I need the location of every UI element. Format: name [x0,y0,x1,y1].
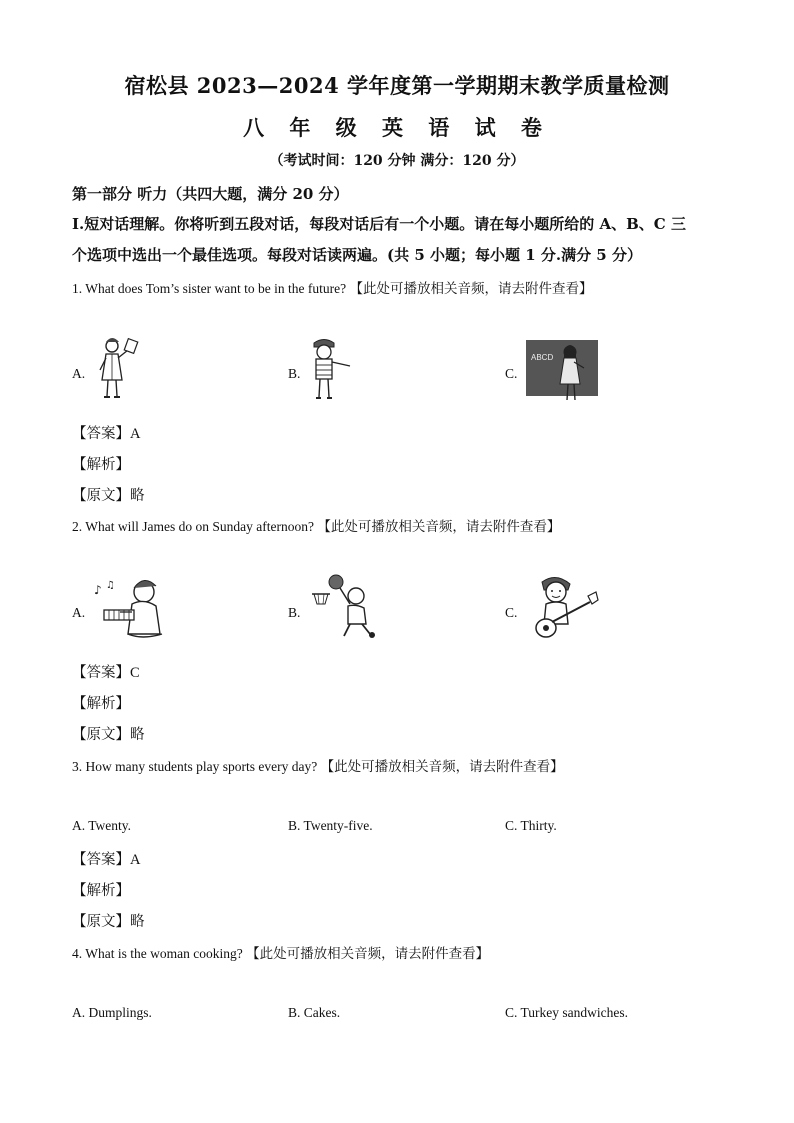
exam-info: （考试时间：120 分钟 满分：120 分） [269,153,525,169]
q1-answer: 【答案】A [72,426,141,442]
q4-option-a: A. Dumplings. [72,1005,152,1020]
question-3: 3. How many students play sports every day? 【此处可播放相关音频，请去附件查看】 [72,759,564,774]
guitar-player-icon [526,574,602,644]
instruction-line1: I.短对话理解。你将听到五段对话，每段对话后有一个小题。请在每小题所给的 A、B、C 三 [72,215,686,233]
q2-answer: 【答案】C [72,665,140,681]
q2-analysis: 【解析】 [72,696,130,712]
svg-text:♪: ♪ [94,583,102,597]
q4-option-b: B. Cakes. [288,1005,341,1020]
exam-subtitle: 八 年 级 英 语 试 卷 [243,115,551,140]
question-2: 2. What will James do on Sunday afternoon? 【此处可播放相关音频，请去附件查看】 [72,519,561,534]
q3-answer: 【答案】A [72,852,141,868]
basketball-player-icon [310,572,386,642]
q1-original: 【原文】略 [72,488,145,504]
q3-analysis: 【解析】 [72,883,130,899]
q2-option-a-label: A. [72,605,86,620]
part1-heading: 第一部分 听力（共四大题，满分 20 分） [72,185,349,203]
instruction-line2: 个选项中选出一个最佳选项。每段对话读两遍。(共 5 小题；每小题 1 分.满分 5 分） [72,246,642,264]
q4-option-c: C. Turkey sandwiches. [505,1005,629,1020]
q3-original: 【原文】略 [72,914,145,930]
q3-option-a: A. Twenty. [72,818,132,833]
q3-option-c: C. Thirty. [505,818,557,833]
blackboard-text: ABCD [531,353,554,362]
question-4: 4. What is the woman cooking? 【此处可播放相关音频，请去附件查看】 [72,946,490,961]
q1-option-a-label: A. [72,366,86,381]
teacher-blackboard-icon [526,338,598,402]
q2-option-b-label: B. [288,605,301,620]
q3-option-b: B. Twenty-five. [288,818,373,833]
boy-pointing-icon [306,337,354,403]
piano-player-icon [92,576,166,642]
doctor-icon [92,336,142,402]
svg-text:♫: ♫ [106,580,115,591]
exam-title: 宿松县 2023—2024 学年度第一学期期末教学质量检测 [124,73,670,98]
q2-original: 【原文】略 [72,727,145,743]
q1-analysis: 【解析】 [72,457,130,473]
q1-option-b-label: B. [288,366,301,381]
question-1: 1. What does Tom’s sister want to be in the future? 【此处可播放相关音频，请去附件查看】 [72,281,593,296]
q2-option-c-label: C. [505,605,518,620]
q1-option-c-label: C. [505,366,518,381]
